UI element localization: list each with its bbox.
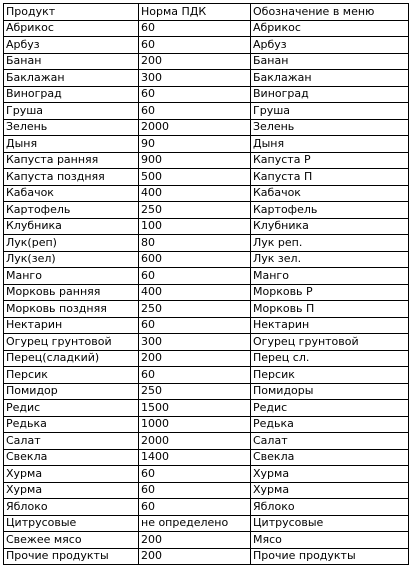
menu-label-cell: Огурец грунтовой (251, 334, 409, 351)
pdk-norm-cell: 250 (139, 202, 251, 219)
menu-label-cell: Виноград (251, 86, 409, 103)
menu-label-cell: Мясо (251, 532, 409, 549)
table-row (4, 284, 409, 301)
table-row (4, 202, 409, 219)
table-row (4, 136, 409, 153)
product-cell: Яблоко (4, 499, 139, 516)
table-row (4, 383, 409, 400)
pdk-norm-cell: 300 (139, 334, 251, 351)
pdk-norm-cell: 200 (139, 350, 251, 367)
menu-label-cell: Яблоко (251, 499, 409, 516)
menu-label-cell: Зелень (251, 119, 409, 136)
nitrate-norms-table (3, 3, 409, 565)
table-row (4, 548, 409, 565)
table-row (4, 466, 409, 483)
pdk-norm-cell: 900 (139, 152, 251, 169)
pdk-norm-cell: 500 (139, 169, 251, 186)
menu-label-cell: Редис (251, 400, 409, 417)
menu-label-cell: Морковь П (251, 301, 409, 318)
pdk-norm-cell: 60 (139, 86, 251, 103)
table-row (4, 482, 409, 499)
pdk-norm-cell: не определено (139, 515, 251, 532)
table-row (4, 317, 409, 334)
menu-label-cell: Арбуз (251, 37, 409, 54)
menu-label-cell: Лук реп. (251, 235, 409, 252)
product-cell: Цитрусовые (4, 515, 139, 532)
menu-label-cell: Капуста П (251, 169, 409, 186)
table-row (4, 103, 409, 120)
product-cell: Персик (4, 367, 139, 384)
pdk-norm-cell: 60 (139, 466, 251, 483)
pdk-norm-cell: 60 (139, 20, 251, 37)
product-cell: Огурец грунтовой (4, 334, 139, 351)
pdk-norm-cell: 200 (139, 548, 251, 565)
table-row (4, 367, 409, 384)
product-cell: Хурма (4, 466, 139, 483)
product-cell: Помидор (4, 383, 139, 400)
pdk-norm-cell: 200 (139, 532, 251, 549)
table-row (4, 400, 409, 417)
menu-label-cell: Баклажан (251, 70, 409, 87)
product-cell: Банан (4, 53, 139, 70)
pdk-norm-cell: 400 (139, 185, 251, 202)
table-row (4, 218, 409, 235)
product-cell: Абрикос (4, 20, 139, 37)
table-body (4, 20, 409, 565)
table-row (4, 119, 409, 136)
pdk-norm-cell: 60 (139, 367, 251, 384)
product-cell: Дыня (4, 136, 139, 153)
product-cell: Свекла (4, 449, 139, 466)
pdk-norm-cell: 60 (139, 268, 251, 285)
pdk-norm-cell: 250 (139, 301, 251, 318)
menu-label-cell: Прочие продукты (251, 548, 409, 565)
product-cell: Лук(реп) (4, 235, 139, 252)
pdk-norm-cell: 1400 (139, 449, 251, 466)
table-row (4, 169, 409, 186)
product-cell: Баклажан (4, 70, 139, 87)
header-pdk-norm: Норма ПДК (139, 4, 251, 21)
table-header-row (4, 4, 409, 21)
menu-label-cell: Банан (251, 53, 409, 70)
menu-label-cell: Лук зел. (251, 251, 409, 268)
menu-label-cell: Картофель (251, 202, 409, 219)
table-row (4, 185, 409, 202)
menu-label-cell: Дыня (251, 136, 409, 153)
menu-label-cell: Салат (251, 433, 409, 450)
table-row (4, 152, 409, 169)
menu-label-cell: Нектарин (251, 317, 409, 334)
table-row (4, 515, 409, 532)
product-cell: Арбуз (4, 37, 139, 54)
pdk-norm-cell: 90 (139, 136, 251, 153)
table-row (4, 37, 409, 54)
header-menu-label: Обозначение в меню (251, 4, 409, 21)
menu-label-cell: Морковь Р (251, 284, 409, 301)
menu-label-cell: Редька (251, 416, 409, 433)
nitrate-norms-table-container (3, 3, 409, 565)
header-product: Продукт (4, 4, 139, 21)
pdk-norm-cell: 400 (139, 284, 251, 301)
menu-label-cell: Капуста Р (251, 152, 409, 169)
menu-label-cell: Цитрусовые (251, 515, 409, 532)
pdk-norm-cell: 250 (139, 383, 251, 400)
product-cell: Манго (4, 268, 139, 285)
table-row (4, 53, 409, 70)
menu-label-cell: Помидоры (251, 383, 409, 400)
table-row (4, 350, 409, 367)
product-cell: Хурма (4, 482, 139, 499)
pdk-norm-cell: 1000 (139, 416, 251, 433)
product-cell: Редька (4, 416, 139, 433)
product-cell: Капуста поздняя (4, 169, 139, 186)
product-cell: Картофель (4, 202, 139, 219)
menu-label-cell: Персик (251, 367, 409, 384)
table-row (4, 499, 409, 516)
menu-label-cell: Хурма (251, 482, 409, 499)
menu-label-cell: Манго (251, 268, 409, 285)
product-cell: Редис (4, 400, 139, 417)
product-cell: Груша (4, 103, 139, 120)
menu-label-cell: Груша (251, 103, 409, 120)
product-cell: Кабачок (4, 185, 139, 202)
table-row (4, 532, 409, 549)
product-cell: Лук(зел) (4, 251, 139, 268)
menu-label-cell: Свекла (251, 449, 409, 466)
pdk-norm-cell: 80 (139, 235, 251, 252)
product-cell: Нектарин (4, 317, 139, 334)
pdk-norm-cell: 600 (139, 251, 251, 268)
pdk-norm-cell: 60 (139, 482, 251, 499)
table-row (4, 301, 409, 318)
product-cell: Зелень (4, 119, 139, 136)
product-cell: Морковь поздняя (4, 301, 139, 318)
pdk-norm-cell: 60 (139, 37, 251, 54)
pdk-norm-cell: 100 (139, 218, 251, 235)
pdk-norm-cell: 60 (139, 499, 251, 516)
table-row (4, 268, 409, 285)
pdk-norm-cell: 300 (139, 70, 251, 87)
menu-label-cell: Хурма (251, 466, 409, 483)
table-row (4, 433, 409, 450)
product-cell: Виноград (4, 86, 139, 103)
table-row (4, 20, 409, 37)
pdk-norm-cell: 60 (139, 317, 251, 334)
table-row (4, 86, 409, 103)
product-cell: Перец(сладкий) (4, 350, 139, 367)
menu-label-cell: Клубника (251, 218, 409, 235)
product-cell: Морковь ранняя (4, 284, 139, 301)
product-cell: Клубника (4, 218, 139, 235)
pdk-norm-cell: 60 (139, 103, 251, 120)
table-row (4, 235, 409, 252)
pdk-norm-cell: 1500 (139, 400, 251, 417)
table-row (4, 70, 409, 87)
product-cell: Свежее мясо (4, 532, 139, 549)
menu-label-cell: Перец сл. (251, 350, 409, 367)
menu-label-cell: Кабачок (251, 185, 409, 202)
table-row (4, 449, 409, 466)
pdk-norm-cell: 200 (139, 53, 251, 70)
table-row (4, 416, 409, 433)
table-row (4, 251, 409, 268)
product-cell: Салат (4, 433, 139, 450)
menu-label-cell: Абрикос (251, 20, 409, 37)
pdk-norm-cell: 2000 (139, 119, 251, 136)
product-cell: Прочие продукты (4, 548, 139, 565)
table-row (4, 334, 409, 351)
product-cell: Капуста ранняя (4, 152, 139, 169)
pdk-norm-cell: 2000 (139, 433, 251, 450)
